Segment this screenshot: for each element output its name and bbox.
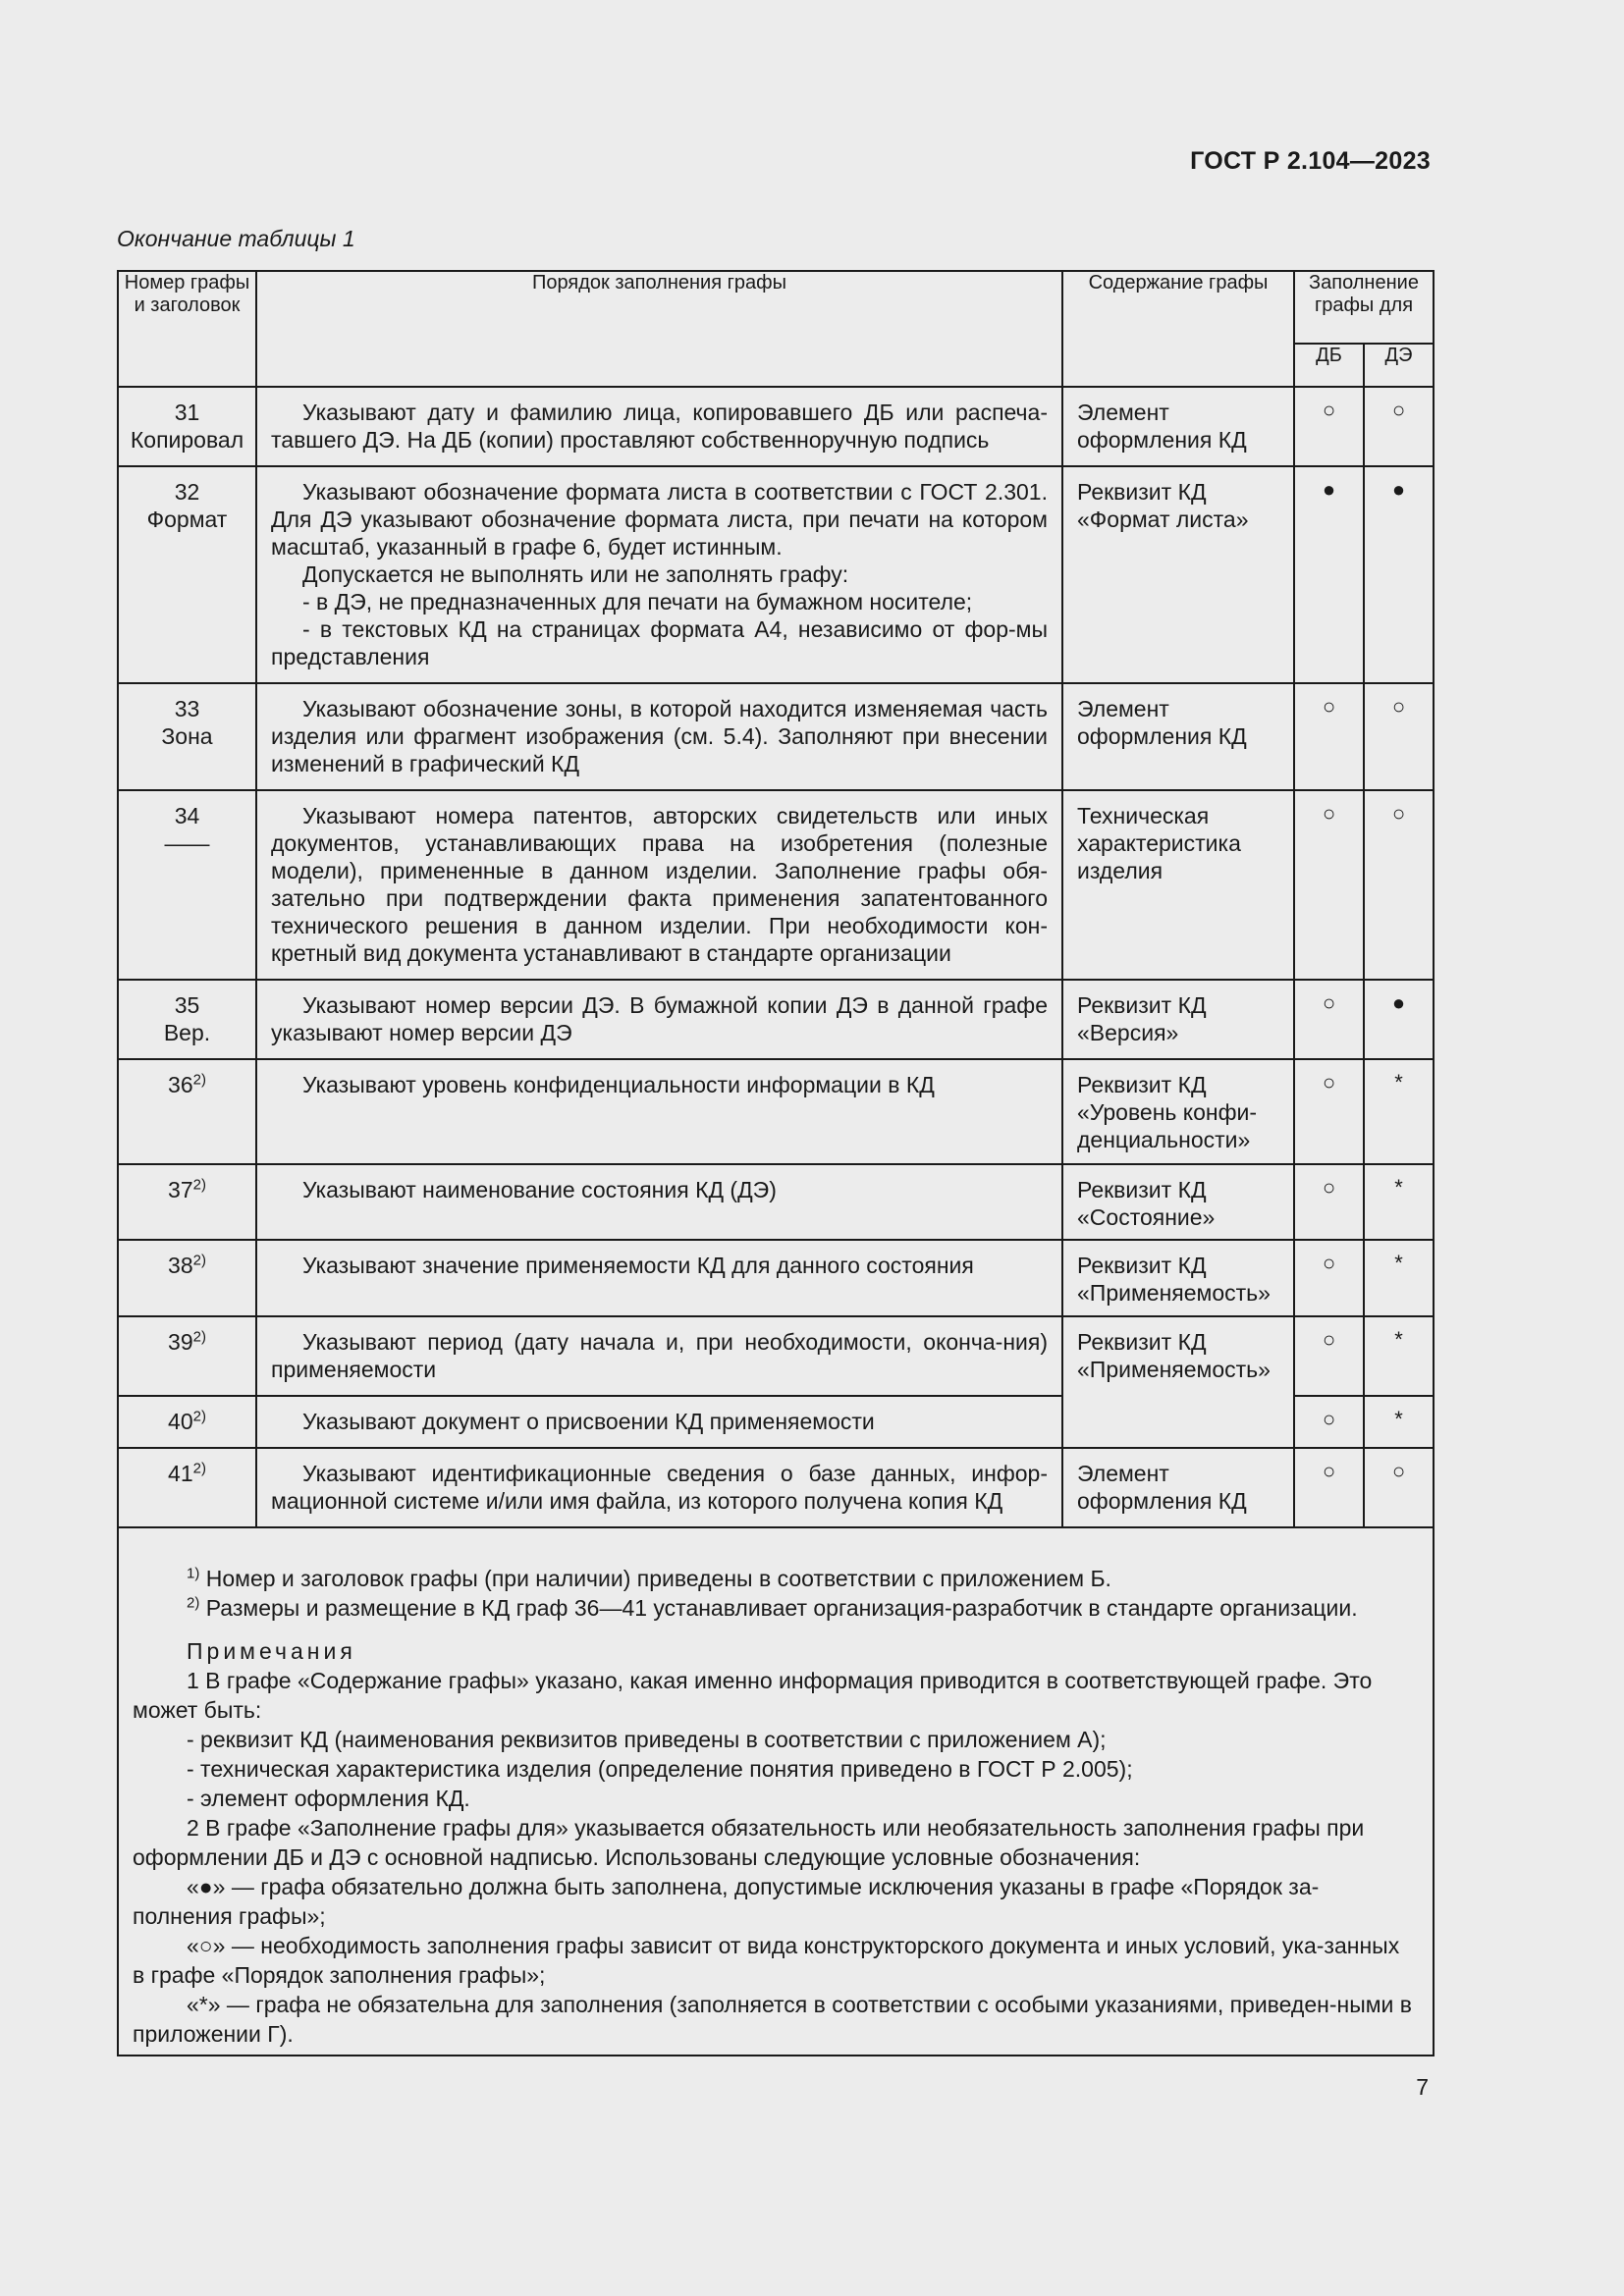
row-number-cell xyxy=(118,1396,256,1448)
notes-block xyxy=(118,1527,1434,2056)
order-paragraph: Указывают номер версии ДЭ. В бумажной копии ДЭ в данной графе указывают номер версии ДЭ xyxy=(271,992,1048,1045)
mark-db: ○ xyxy=(1294,790,1364,980)
footnote-ref: 2) xyxy=(192,1408,206,1425)
row-title: Копировал xyxy=(130,427,244,453)
mark-de: * xyxy=(1364,1164,1434,1240)
row-number: 32 xyxy=(174,479,200,505)
row-content-cell: Реквизит КД «Применяемость» xyxy=(1062,1316,1294,1448)
row-number-cell xyxy=(118,1059,256,1164)
mark-de: * xyxy=(1364,1316,1434,1396)
row-number-cell xyxy=(118,1316,256,1396)
note-line: «●» — графа обязательно должна быть заполнена, допустимые исключения указаны в графе «Порядок за-полнения графы»; xyxy=(133,1874,1320,1929)
row-content-cell: Техническая характеристика изделия xyxy=(1062,790,1294,980)
row-order-cell xyxy=(256,1396,1062,1448)
notes-heading: Примечания xyxy=(187,1638,356,1664)
table-row xyxy=(118,466,1434,683)
footnote-ref: 2) xyxy=(192,1071,206,1089)
table-row xyxy=(118,683,1434,790)
table-row xyxy=(118,1448,1434,1527)
footnote-ref: 2) xyxy=(192,1176,206,1194)
header-content: Содержание графы xyxy=(1062,271,1294,387)
order-paragraph: Указывают обозначение зоны, в которой находится изменяемая часть изделия или фрагмент изображения (см. 5.4). Заполняют при внесении изменений в графический КД xyxy=(271,696,1048,776)
row-number: 37 xyxy=(168,1177,193,1202)
mark-db: ○ xyxy=(1294,1164,1364,1240)
row-order-cell xyxy=(256,387,1062,466)
table-row xyxy=(118,790,1434,980)
mark-de: ● xyxy=(1364,980,1434,1059)
mark-db: ○ xyxy=(1294,387,1364,466)
row-order-cell xyxy=(256,1316,1062,1396)
row-number: 41 xyxy=(168,1461,193,1486)
row-content-cell: Реквизит КД «Уровень конфи-денциальности» xyxy=(1062,1059,1294,1164)
mark-db: ○ xyxy=(1294,1059,1364,1164)
table-row xyxy=(118,1316,1434,1396)
mark-de: ○ xyxy=(1364,1448,1434,1527)
row-order-cell xyxy=(256,1059,1062,1164)
mark-de: ○ xyxy=(1364,683,1434,790)
row-order-cell xyxy=(256,1448,1062,1527)
row-number-cell xyxy=(118,980,256,1059)
footnote xyxy=(133,1593,1417,1623)
row-order-cell xyxy=(256,1164,1062,1240)
mark-db: ○ xyxy=(1294,1448,1364,1527)
row-number: 33 xyxy=(174,696,200,721)
order-paragraph: Указывают значение применяемости КД для данного состояния xyxy=(302,1253,974,1278)
row-number: 40 xyxy=(168,1409,193,1434)
footnote-ref: 2) xyxy=(192,1328,206,1346)
header-number: Номер графы и заголовок xyxy=(118,271,256,387)
row-number: 38 xyxy=(168,1253,193,1278)
row-order-cell xyxy=(256,980,1062,1059)
row-content-cell: Реквизит КД «Формат листа» xyxy=(1062,466,1294,683)
mark-db: ○ xyxy=(1294,980,1364,1059)
footnote xyxy=(133,1564,1417,1593)
mark-db: ○ xyxy=(1294,1240,1364,1316)
row-number: 39 xyxy=(168,1329,193,1355)
row-number-cell xyxy=(118,1240,256,1316)
mark-de: * xyxy=(1364,1396,1434,1448)
row-number-cell xyxy=(118,466,256,683)
header-order: Порядок заполнения графы xyxy=(256,271,1062,387)
mark-db: ○ xyxy=(1294,1316,1364,1396)
order-paragraph: Указывают идентификационные сведения о базе данных, инфор-мационной системе и/или имя файла, из которого получена копия КД xyxy=(271,1461,1048,1514)
row-order-cell xyxy=(256,790,1062,980)
standard-designation: ГОСТ Р 2.104—2023 xyxy=(1190,147,1431,175)
order-paragraph: Указывают номера патентов, авторских свидетельств или иных документов, устанавливающих права на изобретения (полезные модели), примененные в данном изделии. Заполнение графы обя-зательно при подтверждении факта применения запатентованного технического решения в данном изделии. При необходимости кон-кретный вид документа устанавливают в стандарте организации xyxy=(271,803,1048,966)
mark-db: ● xyxy=(1294,466,1364,683)
footnote-text: Номер и заголовок графы (при наличии) приведены в соответствии с приложением Б. xyxy=(205,1566,1111,1591)
mark-de: * xyxy=(1364,1059,1434,1164)
table-caption: Окончание таблицы 1 xyxy=(117,226,355,251)
row-number: 35 xyxy=(174,992,200,1018)
order-paragraph: Указывают документ о присвоении КД применяемости xyxy=(302,1409,875,1434)
order-paragraph: Указывают период (дату начала и, при необходимости, оконча-ния) применяемости xyxy=(271,1329,1048,1382)
row-number-cell xyxy=(118,790,256,980)
row-title: —— xyxy=(164,830,210,856)
mark-db: ○ xyxy=(1294,683,1364,790)
header-de: ДЭ xyxy=(1364,344,1434,387)
order-paragraph: - в текстовых КД на страницах формата А4, независимо от фор-мы представления xyxy=(271,616,1048,669)
order-paragraph: - в ДЭ, не предназначенных для печати на бумажном носителе; xyxy=(302,589,973,614)
row-content-cell: Реквизит КД «Применяемость» xyxy=(1062,1240,1294,1316)
header-db: ДБ xyxy=(1294,344,1364,387)
table-row xyxy=(118,1240,1434,1316)
row-content-cell: Реквизит КД «Версия» xyxy=(1062,980,1294,1059)
header-fill-for: Заполнение графы для xyxy=(1294,271,1434,344)
row-title: Вер. xyxy=(163,1020,211,1045)
row-order-cell xyxy=(256,683,1062,790)
row-number: 34 xyxy=(174,803,200,828)
order-paragraph: Указывают обозначение формата листа в соответствии с ГОСТ 2.301. Для ДЭ указывают обозначение формата листа, при печати на котором масштаб, указанный в графе 6, будет истинным. xyxy=(271,479,1048,560)
table-row xyxy=(118,1059,1434,1164)
row-number-cell xyxy=(118,1164,256,1240)
row-number: 36 xyxy=(168,1072,193,1097)
row-order-cell xyxy=(256,1240,1062,1316)
footnote-mark: 1) xyxy=(187,1565,200,1582)
order-paragraph: Указывают дату и фамилию лица, копировавшего ДБ или распеча-тавшего ДЭ. На ДБ (копии) проставляют собственноручную подпись xyxy=(271,400,1048,453)
footnote-mark: 2) xyxy=(187,1594,200,1612)
order-paragraph: Указывают наименование состояния КД (ДЭ) xyxy=(302,1177,777,1202)
row-number-cell xyxy=(118,387,256,466)
note-line: «○» — необходимость заполнения графы зависит от вида конструкторского документа и иных условий, ука-занных в графе «Порядок заполнения графы»; xyxy=(133,1933,1400,1988)
note-line: 1 В графе «Содержание графы» указано, какая именно информация приводится в соответствующей графе. Это может быть: xyxy=(133,1668,1373,1723)
row-number: 31 xyxy=(174,400,200,425)
page-number: 7 xyxy=(1416,2074,1429,2100)
note-line: «*» — графа не обязательна для заполнения (заполняется в соответствии с особыми указаниями, приведен-ными в приложении Г). xyxy=(133,1992,1413,2047)
row-content-cell: Реквизит КД «Состояние» xyxy=(1062,1164,1294,1240)
row-title: Зона xyxy=(161,723,213,749)
note-line: - элемент оформления КД. xyxy=(187,1786,470,1811)
row-content-cell: Элемент оформления КД xyxy=(1062,387,1294,466)
note-line: - техническая характеристика изделия (определение понятия приведено в ГОСТ Р 2.005); xyxy=(187,1756,1133,1782)
specification-table xyxy=(117,270,1435,2056)
mark-db: ○ xyxy=(1294,1396,1364,1448)
order-paragraph: Допускается не выполнять или не заполнять графу: xyxy=(302,561,849,587)
footnote-text: Размеры и размещение в КД граф 36—41 устанавливает организация-разработчик в стандарте организации. xyxy=(205,1595,1358,1621)
note-line: 2 В графе «Заполнение графы для» указывается обязательность или необязательность заполнения графы при оформлении ДБ и ДЭ с основной надписью. Использованы следующие условные обозначения: xyxy=(133,1815,1365,1870)
note-line: - реквизит КД (наименования реквизитов приведены в соответствии с приложением А); xyxy=(187,1727,1107,1752)
table-row xyxy=(118,1164,1434,1240)
table-row xyxy=(118,980,1434,1059)
row-number-cell xyxy=(118,1448,256,1527)
mark-de: ○ xyxy=(1364,387,1434,466)
row-content-cell: Элемент оформления КД xyxy=(1062,683,1294,790)
row-order-cell xyxy=(256,466,1062,683)
row-title: Формат xyxy=(146,507,228,532)
mark-de: ○ xyxy=(1364,790,1434,980)
mark-de: ● xyxy=(1364,466,1434,683)
footnote-ref: 2) xyxy=(192,1460,206,1477)
notes-row xyxy=(118,1527,1434,2056)
row-content-cell: Элемент оформления КД xyxy=(1062,1448,1294,1527)
table-row xyxy=(118,387,1434,466)
mark-de: * xyxy=(1364,1240,1434,1316)
row-number-cell xyxy=(118,683,256,790)
order-paragraph: Указывают уровень конфиденциальности информации в КД xyxy=(302,1072,935,1097)
footnote-ref: 2) xyxy=(192,1252,206,1269)
